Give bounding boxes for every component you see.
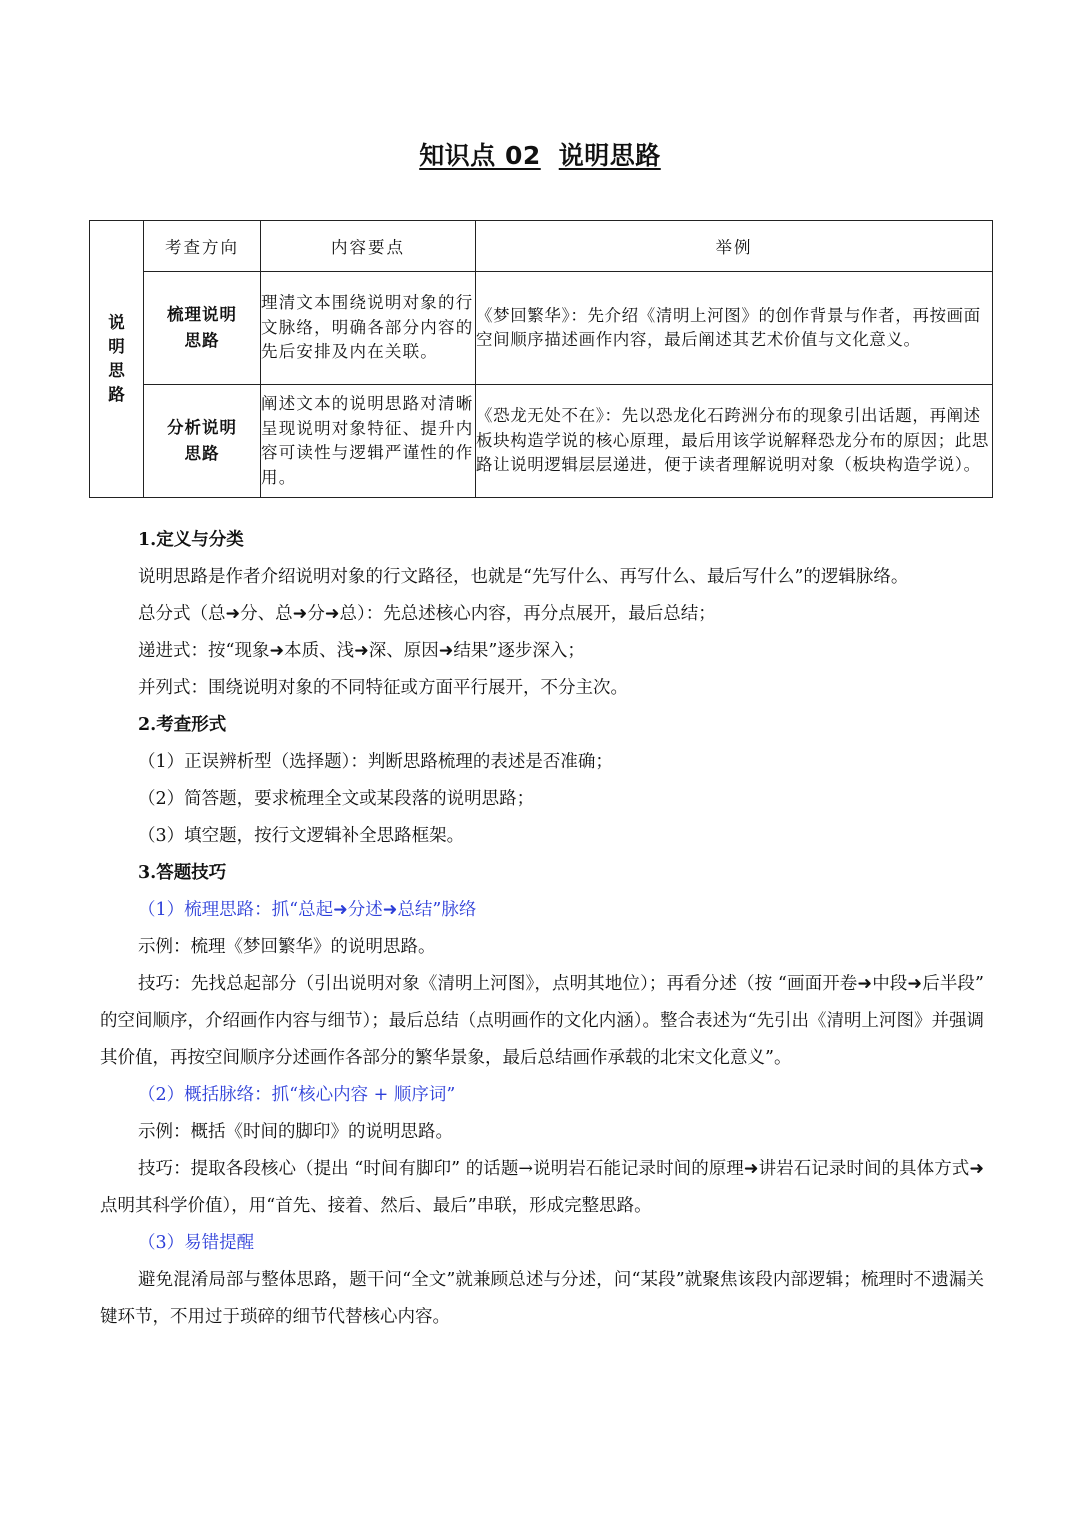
- table-row: [90, 385, 993, 498]
- page-title: [0, 136, 1080, 172]
- section-heading: 1.定义与分类: [138, 530, 244, 550]
- paragraph: （1）正误辨析型（选择题）：判断思路梳理的表述是否准确；: [138, 752, 613, 772]
- content-body: [100, 522, 984, 1336]
- technique-title: （1）梳理思路：抓“总起➜分述➜总结”脉络: [138, 900, 477, 920]
- row-example: 《梦回繁华》：先介绍《清明上河图》的创作背景与作者，再按画面空间顺序描述画作内容，最后阐述其艺术价值与文化意义。: [476, 272, 993, 385]
- paragraph: 技巧：提取各段核心（提出 “时间有脚印” 的话题→说明岩石能记录时间的原理➜讲岩石记录时间的具体方式➜点明其科学价值），用“首先、接着、然后、最后”串联，形成完整思路。: [100, 1159, 984, 1216]
- row-direction: 分析说明思路: [144, 385, 261, 498]
- paragraph: 并列式：围绕说明对象的不同特征或方面平行展开，不分主次。: [138, 678, 628, 698]
- header-direction: 考查方向: [144, 221, 261, 272]
- row-example: 《恐龙无处不在》：先以恐龙化石跨洲分布的现象引出话题，再阐述板块构造学说的核心原理，最后用该学说解释恐龙分布的原因；此思路让说明逻辑层层递进，便于读者理解说明对象（板块构造学说）。: [476, 385, 993, 498]
- header-example: 举例: [476, 221, 993, 272]
- table-row: [90, 272, 993, 385]
- paragraph: （2）简答题，要求梳理全文或某段落的说明思路；: [138, 789, 535, 809]
- technique-title: （2）概括脉络：抓“核心内容 + 顺序词”: [138, 1085, 456, 1105]
- paragraph: 技巧：先找总起部分（引出说明对象《清明上河图》，点明其地位）；再看分述（按 “画面开卷➜中段➜后半段” 的空间顺序，介绍画作内容与细节）；最后总结（点明画作的文化内涵）。整合表述为“先引出《清明上河图》并强调其价值，再按空间顺序分述画作各部分的繁华景象，最后总结画作承载的北宋文化意义”。: [100, 974, 984, 1068]
- table-side-label: 说明思路: [90, 221, 144, 498]
- table-header-row: [90, 221, 993, 272]
- paragraph: 递进式：按“现象➜本质、浅➜深、原因➜结果”逐步深入；: [138, 641, 585, 661]
- paragraph: 避免混淆局部与整体思路，题干问“全文”就兼顾总述与分述，问“某段”就聚焦该段内部逻辑；梳理时不遗漏关键环节，不用过于琐碎的细节代替核心内容。: [100, 1270, 984, 1327]
- row-point: 阐述文本的说明思路对清晰呈现说明对象特征、提升内容可读性与逻辑严谨性的作用。: [261, 385, 476, 498]
- title-prefix: 知识点 02: [419, 141, 541, 170]
- paragraph: 说明思路是作者介绍说明对象的行文路径，也就是“先写什么、再写什么、最后写什么”的逻辑脉络。: [138, 567, 909, 587]
- section-heading: 2.考查形式: [138, 715, 227, 735]
- paragraph: 示例：梳理《梦回繁华》的说明思路。: [138, 937, 436, 957]
- paragraph: 总分式（总➜分、总➜分➜总）：先总述核心内容，再分点展开，最后总结；: [138, 604, 716, 624]
- section-heading: 3.答题技巧: [138, 863, 227, 883]
- header-point: 内容要点: [261, 221, 476, 272]
- row-point: 理清文本围绕说明对象的行文脉络，明确各部分内容的先后安排及内在关联。: [261, 272, 476, 385]
- paragraph: （3）填空题，按行文逻辑补全思路框架。: [138, 826, 465, 846]
- paragraph: 示例：概括《时间的脚印》的说明思路。: [138, 1122, 453, 1142]
- technique-title: （3）易错提醒: [138, 1233, 255, 1253]
- knowledge-table: [89, 220, 993, 498]
- row-direction: 梳理说明思路: [144, 272, 261, 385]
- title-main: 说明思路: [558, 141, 661, 170]
